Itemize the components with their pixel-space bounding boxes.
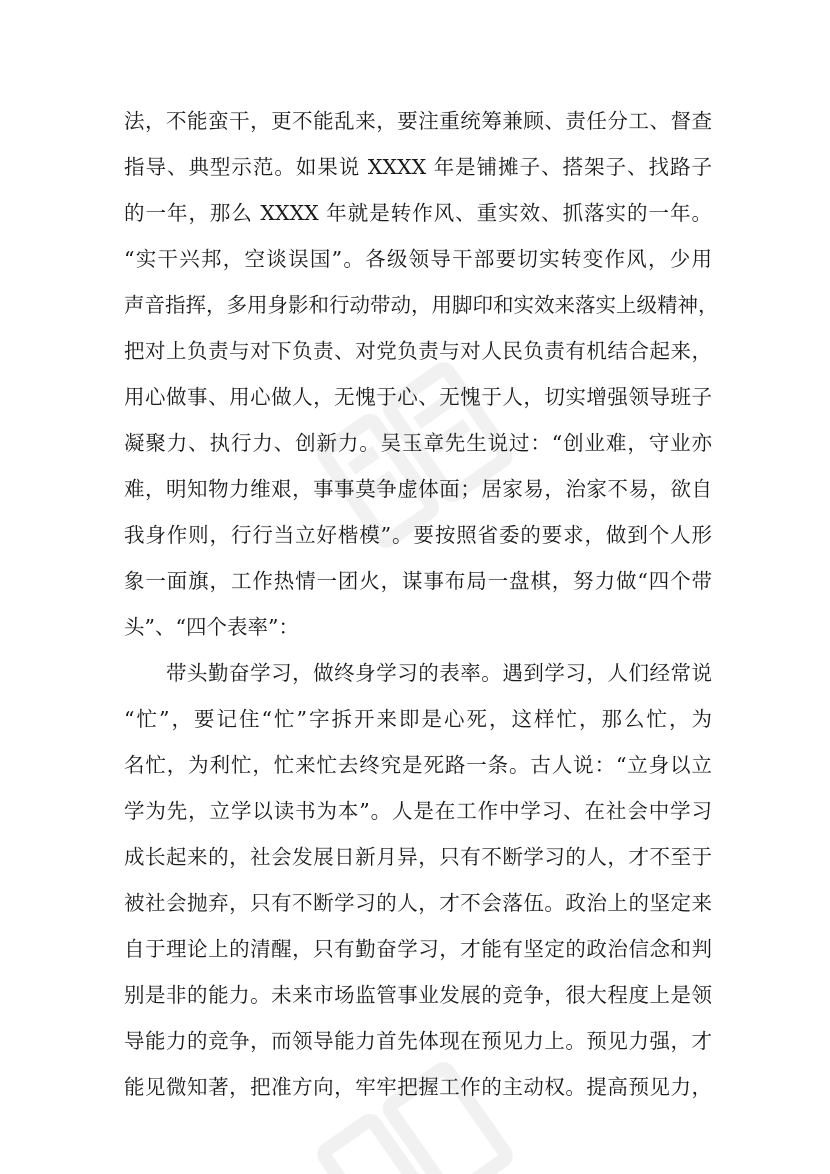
text-line: 被社会抛弃，只有不断学习的人，才不会落伍。政治上的坚定来: [124, 891, 712, 915]
paragraph: [124, 98, 719, 650]
text-line: 法，不能蛮干，更不能乱来，要注重统筹兼顾、责任分工、督查: [124, 109, 712, 133]
text-line: 成长起来的，社会发展日新月异，只有不断学习的人，才不至于: [124, 845, 712, 869]
text-line: 我身作则，行行当立好楷模”。要按照省委的要求，做到个人形: [124, 523, 712, 547]
paragraph: [124, 650, 712, 1110]
text-line: 头”、“四个表率”：: [124, 615, 299, 639]
text-line: 声音指挥，多用身影和行动带动，用脚印和实效来落实上级精神，: [124, 293, 719, 317]
text-line: 别是非的能力。未来市场监管事业发展的竞争，很大程度上是领: [124, 983, 712, 1007]
text-line: 把对上负责与对下负责、对党负责与对人民负责有机结合起来，: [124, 339, 712, 363]
text-line: 指导、典型示范。如果说 XXXX 年是铺摊子、搭架子、找路子: [124, 155, 712, 179]
text-line: 的一年，那么 XXXX 年就是转作风、重实效、抓落实的一年。: [124, 201, 712, 225]
text-line: 名忙，为利忙，忙来忙去终究是死路一条。古人说：“立身以立: [124, 753, 712, 777]
text-line: 带头勤奋学习，做终身学习的表率。遇到学习，人们经常说: [166, 661, 712, 685]
text-line: 象一面旗，工作热情一团火，谋事布局一盘棋，努力做“四个带: [124, 569, 712, 593]
text-line: 难，明知物力维艰，事事莫争虚体面；居家易，治家不易，欲自: [124, 477, 712, 501]
text-line: 用心做事、用心做人，无愧于心、无愧于人，切实增强领导班子: [124, 385, 712, 409]
text-line: “实干兴邦，空谈误国”。各级领导干部要切实转变作风，少用: [124, 247, 712, 271]
document-body: [124, 98, 719, 1110]
text-line: 能见微知著，把准方向，牢牢把握工作的主动权。提高预见力，: [124, 1075, 712, 1099]
text-line: 自于理论上的清醒，只有勤奋学习，才能有坚定的政治信念和判: [124, 937, 712, 961]
text-line: “忙”，要记住“忙”字拆开来即是心死，这样忙，那么忙，为: [124, 707, 712, 731]
text-line: 导能力的竞争，而领导能力首先体现在预见力上。预见力强，才: [124, 1029, 712, 1053]
text-line: 学为先，立学以读书为本”。人是在工作中学习、在社会中学习: [124, 799, 712, 823]
text-line: 凝聚力、执行力、创新力。吴玉章先生说过：“创业难，守业亦: [124, 431, 712, 455]
